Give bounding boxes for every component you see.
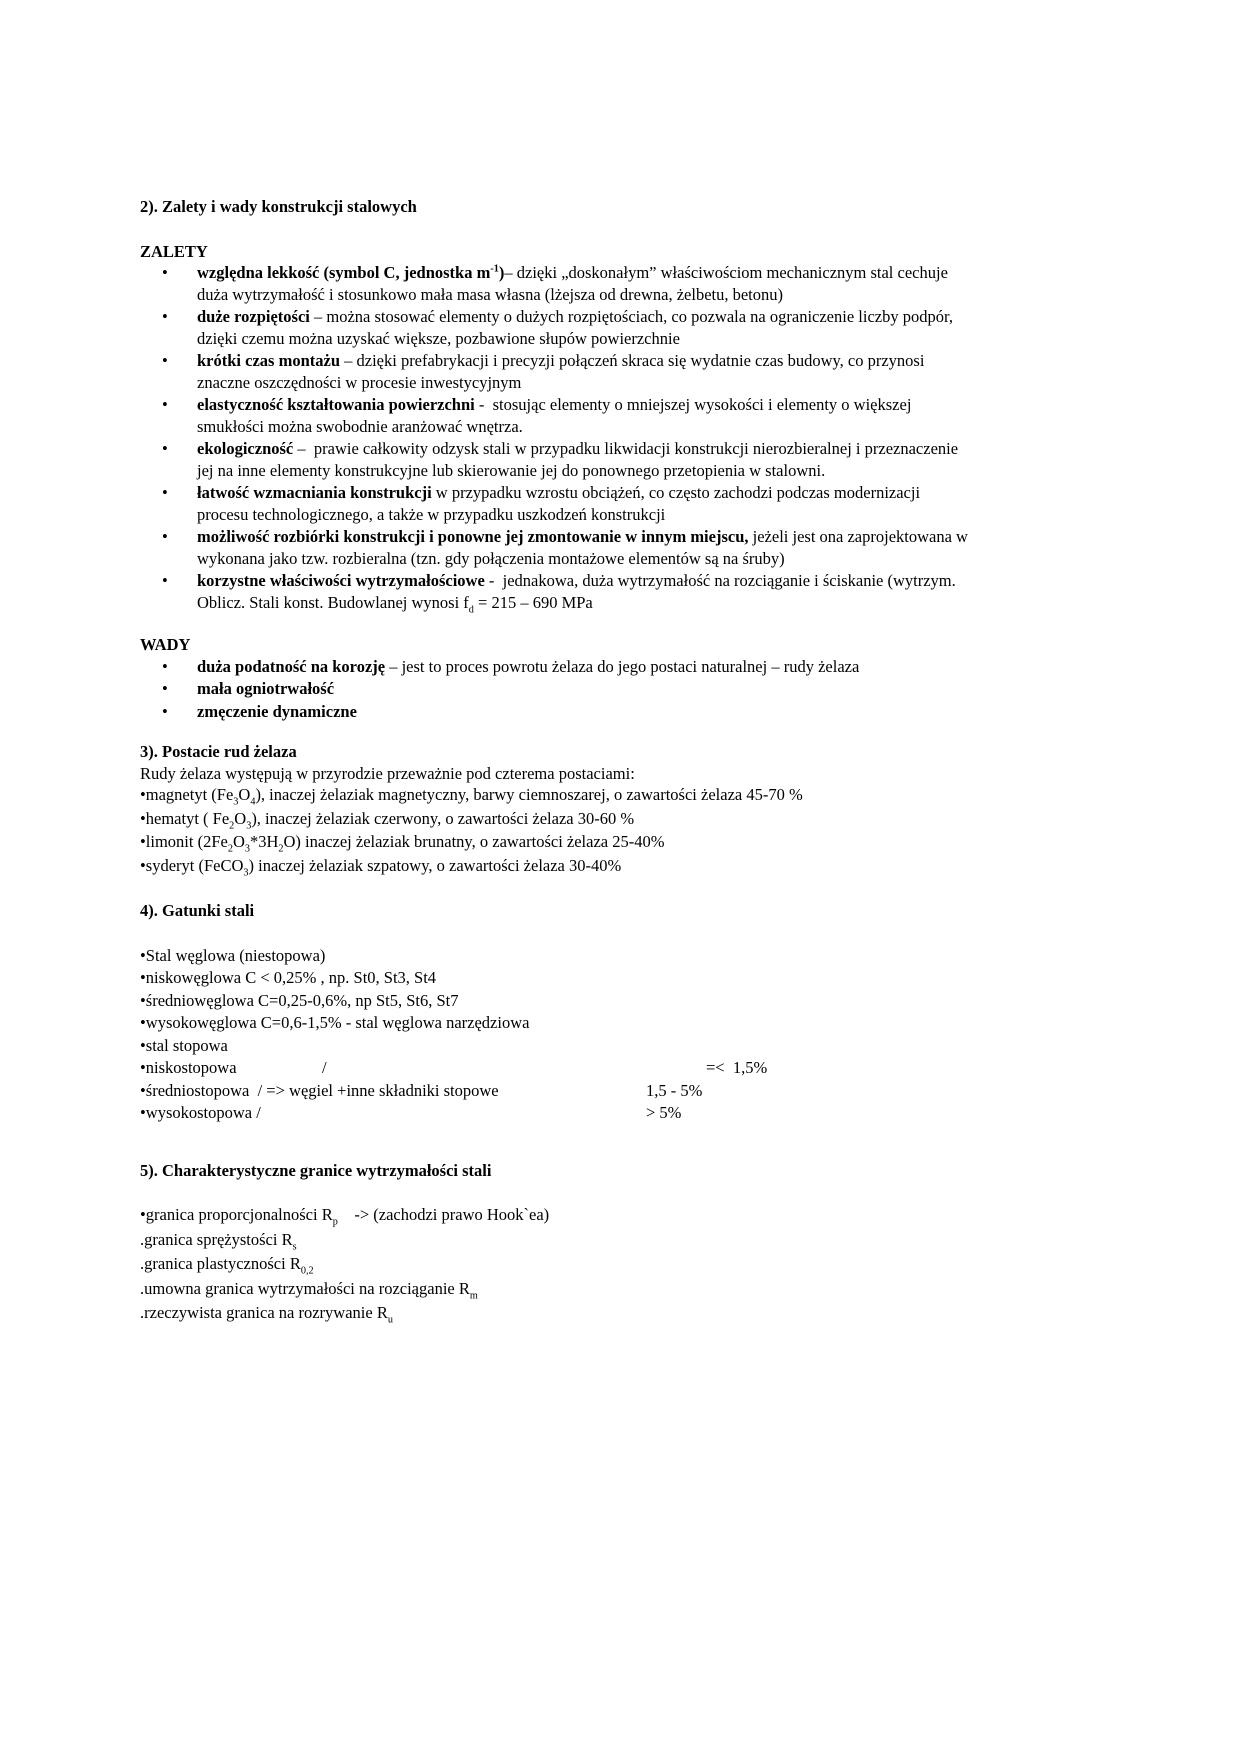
- column-value-text: > 5%: [646, 1103, 682, 1122]
- bullet-item-text: [197, 350, 973, 393]
- text-run: O) inaczej żelaziak brunatny, o zawartości żelaza 25-40%: [283, 832, 665, 851]
- subscript-text: m: [469, 1289, 478, 1301]
- bullet-list-item: [140, 306, 973, 349]
- subscript-text: 3: [243, 866, 249, 878]
- rudy-zelaza-list: [140, 784, 1120, 876]
- bullet-list-item: [140, 438, 973, 481]
- text-run: mała ogniotrwałość: [197, 679, 335, 698]
- zalety-list: [140, 262, 973, 613]
- granice-wytrzymalosci-list: [140, 1204, 1120, 1324]
- text-run: •niskowęglowa C < 0,25% , np. St0, St3, St4: [140, 968, 437, 987]
- text-run: •Stal węglowa (niestopowa): [140, 945, 326, 965]
- bullet-item-text: [197, 438, 973, 481]
- wady-list: [140, 656, 973, 723]
- subscript-text: p: [332, 1216, 338, 1228]
- text-run: •średniowęglowa C=0,25-0,6%, np St5, St6, St7: [140, 990, 459, 1010]
- text-run: jeżeli jest ona zaprojektowana w wykonana jako tzw. rozbieralna (tzn. gdy połączenia montażowe elementów są na śruby): [197, 527, 973, 568]
- text-line: [140, 1278, 1120, 1300]
- bullet-icon: •: [162, 483, 168, 502]
- superscript-text: -1: [490, 263, 499, 275]
- bullet-icon: •: [162, 351, 168, 370]
- text-run: – jest to proces powrotu żelaza do jego postaci naturalnej – rudy żelaza: [385, 656, 860, 676]
- text-line: [140, 831, 1120, 853]
- subscript-text: 3: [244, 843, 250, 855]
- text-run: korzystne właściwości wytrzymałościowe: [197, 571, 485, 590]
- bullet-item-text: [197, 701, 973, 723]
- text-run: O: [238, 785, 251, 804]
- text-run: •hematyt ( Fe: [140, 808, 230, 828]
- text-run: ) inaczej żelaziak szpatowy, o zawartości żelaza 30-40%: [248, 855, 622, 875]
- bullet-item-text: [197, 262, 973, 305]
- text-line: [140, 1080, 1120, 1102]
- text-run: •syderyt (FeCO: [140, 855, 244, 875]
- text-run: •limonit (2Fe: [140, 832, 228, 851]
- section-3-title: 3). Postacie rud żelaza: [140, 742, 297, 761]
- text-run: – dzięki prefabrykacji i precyzji połączeń skraca się wydatnie czas budowy, co przynosi znaczne oszczędności w procesie inwestycyjnym: [197, 351, 929, 392]
- bullet-list-item: [140, 526, 973, 569]
- text-line: [140, 784, 1120, 806]
- text-run: O: [234, 808, 247, 828]
- text-line: [140, 1057, 1120, 1079]
- text-run: •wysokowęglowa C=0,6-1,5% - stal węglowa narzędziowa: [140, 1013, 530, 1032]
- section-4-title: 4). Gatunki stali: [140, 901, 255, 920]
- text-run: -> (zachodzi prawo Hook`ea): [337, 1205, 550, 1224]
- bullet-icon: •: [162, 571, 168, 590]
- text-line: [140, 1229, 1120, 1251]
- bullet-item-text: [197, 656, 973, 678]
- text-run: •stal stopowa: [140, 1035, 228, 1055]
- bullet-item-text: [197, 306, 973, 349]
- subscript-text: 2: [227, 843, 233, 855]
- bullet-icon: •: [162, 395, 168, 414]
- bullet-list-item: [140, 656, 973, 678]
- text-run: – można stosować elementy o dużych rozpiętościach, co pozwala na ograniczenie liczby podpór, dzięki czemu można uzyskać większe, pozbawione słupów powierzchnie: [197, 307, 958, 348]
- bullet-icon: •: [162, 527, 168, 546]
- bullet-item-text: [197, 482, 973, 525]
- subscript-text: 3: [233, 796, 239, 808]
- text-line: [140, 945, 1120, 967]
- subscript-text: d: [468, 603, 474, 615]
- text-line: [140, 855, 1120, 877]
- text-line: [140, 1035, 1120, 1057]
- text-run: .granica sprężystości R: [140, 1229, 293, 1249]
- text-run: •niskostopowa: [140, 1058, 237, 1077]
- bullet-icon: •: [162, 439, 168, 458]
- text-line: [140, 1012, 1120, 1034]
- subscript-text: 3: [246, 819, 252, 831]
- text-line: [140, 1102, 1120, 1124]
- text-run: możliwość rozbiórki konstrukcji i ponowne jej zmontowanie w innym miejscu,: [197, 527, 749, 546]
- text-run: w przypadku wzrostu obciążeń, co często zachodzi podczas modernizacji procesu technologicznego, a także w przypadku uszkodzeń konstrukcji: [197, 483, 925, 524]
- text-run: = 215 – 690 MPa: [473, 592, 593, 612]
- wady-header: WADY: [140, 635, 191, 654]
- text-run: ), inaczej żelaziak magnetyczny, barwy ciemnoszarej, o zawartości żelaza 45-70 %: [255, 785, 803, 804]
- bullet-icon: •: [162, 679, 168, 698]
- bullet-icon: •: [162, 656, 168, 676]
- subscript-text: 4: [250, 796, 256, 808]
- text-run: ekologiczność: [197, 439, 294, 458]
- bullet-list-item: [140, 394, 973, 437]
- text-line: [140, 808, 1120, 830]
- bullet-icon: •: [162, 307, 168, 326]
- subscript-text: s: [292, 1240, 297, 1252]
- bullet-list-item: [140, 482, 973, 525]
- text-run: duża podatność na korozję: [197, 656, 386, 676]
- text-run: ): [498, 263, 505, 282]
- text-run: zmęczenie dynamiczne: [197, 701, 357, 721]
- text-run: krótki czas montażu: [197, 351, 340, 370]
- text-run: •magnetyt (Fe: [140, 785, 234, 804]
- text-run: - jednakowa, duża wytrzymałość na rozciąganie i ściskanie (wytrzym. Oblicz. Stali konst. Budowlanej wynosi f: [197, 571, 960, 612]
- text-run: •wysokostopowa /: [140, 1103, 261, 1122]
- bullet-item-text: [197, 570, 973, 613]
- subscript-text: 2: [229, 819, 235, 831]
- bullet-list-item: [140, 678, 973, 700]
- bullet-list-item: [140, 570, 973, 613]
- column-value-text: 1,5 - 5%: [646, 1080, 703, 1100]
- column-divider-text: /: [322, 1058, 327, 1077]
- bullet-list-item: [140, 701, 973, 723]
- zalety-header: ZALETY: [140, 241, 208, 261]
- text-run: ), inaczej żelaziak czerwony, o zawartości żelaza 30-60 %: [251, 808, 635, 828]
- text-run: łatwość wzmacniania konstrukcji: [197, 483, 432, 502]
- subscript-text: 0,2: [300, 1265, 314, 1277]
- text-line: [140, 1204, 1120, 1226]
- text-line: [140, 967, 1120, 989]
- text-run: – dzięki „doskonałym” właściwościom mechanicznym stal cechuje duża wytrzymałość i stosunkowo mała masa własna (lżejsza od drewna, żelbetu, betonu): [197, 263, 953, 304]
- text-run: *3H: [249, 832, 279, 851]
- text-line: [140, 1302, 1120, 1324]
- text-run: duże rozpiętości: [197, 307, 310, 326]
- text-run: .granica plastyczności R: [140, 1254, 301, 1273]
- bullet-icon: •: [162, 263, 168, 282]
- text-run: – prawie całkowity odzysk stali w przypadku likwidacji konstrukcji nierozbieralnej i przeznaczenie jej na inne elementy konstrukcyjne lub skierowanie jej do ponownego przetopienia w stalowni.: [197, 439, 963, 480]
- bullet-list-item: [140, 262, 973, 305]
- subscript-text: u: [387, 1314, 393, 1326]
- section-2-title: 2). Zalety i wady konstrukcji stalowych: [140, 197, 417, 216]
- text-run: elastyczność kształtowania powierzchni: [197, 395, 475, 414]
- bullet-icon: •: [162, 701, 168, 721]
- bullet-item-text: [197, 526, 973, 569]
- text-run: O: [232, 832, 245, 851]
- text-run: •średniostopowa / => węgiel +inne składniki stopowe: [140, 1080, 499, 1100]
- text-line: [140, 990, 1120, 1012]
- text-run: .umowna granica wytrzymałości na rozciąganie R: [140, 1278, 470, 1298]
- text-run: •granica proporcjonalności R: [140, 1205, 333, 1224]
- text-run: względna lekkość (symbol C, jednostka m: [197, 263, 491, 282]
- bullet-list-item: [140, 350, 973, 393]
- text-line: [140, 1253, 1120, 1275]
- column-value-text: =< 1,5%: [706, 1058, 768, 1077]
- text-run: .rzeczywista granica na rozrywanie R: [140, 1303, 388, 1322]
- section-5-title: 5). Charakterystyczne granice wytrzymałości stali: [140, 1160, 492, 1180]
- section-3-intro: Rudy żelaza występują w przyrodzie przeważnie pod czterema postaciami:: [140, 763, 635, 783]
- bullet-item-text: [197, 678, 973, 700]
- subscript-text: 2: [278, 843, 284, 855]
- text-run: - stosując elementy o mniejszej wysokości i elementy o większej smukłości można swobodnie aranżować wnętrza.: [197, 395, 916, 436]
- gatunki-stali-list: [140, 945, 1120, 1124]
- bullet-item-text: [197, 394, 973, 437]
